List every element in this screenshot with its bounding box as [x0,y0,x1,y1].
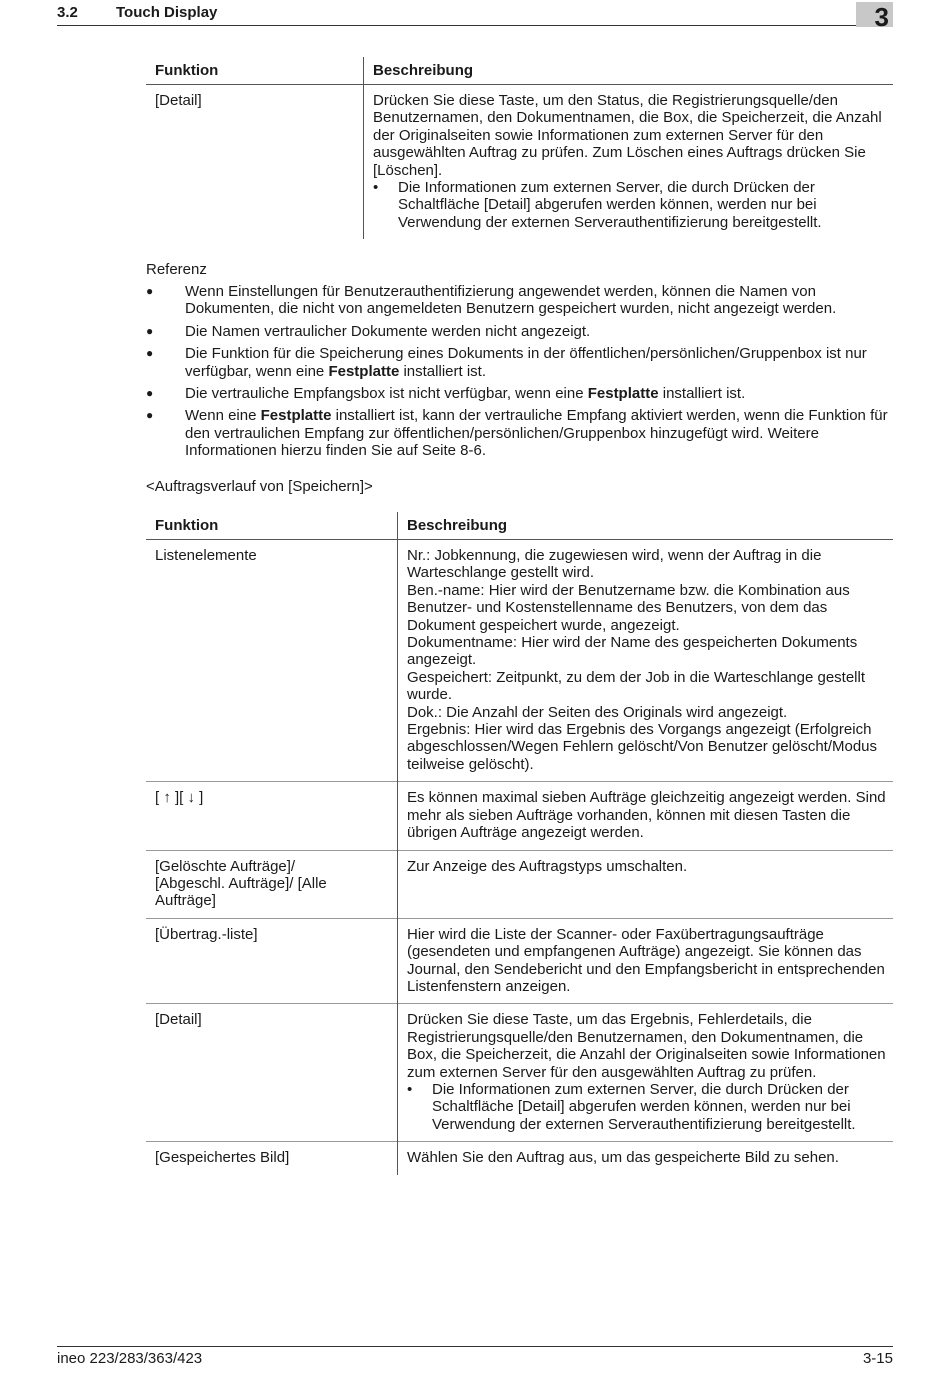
description-line: Hier wird die Liste der Scanner- oder Faxübertragungsaufträge (gesendeten und empfangenen Aufträge) angezeigt. Sie können das Journal, den Sendebericht und den Empfangsbericht in entsprechenden Listenfenstern anzeigen. [407,925,885,995]
section-caption: <Auftragsverlauf von [Speichern]> [146,478,373,495]
table-row [146,1004,893,1142]
header-rule [57,25,857,26]
description-cell [398,782,894,850]
note-text: Die Informationen zum externen Server, die durch Drücken der Schaltfläche [Detail] abgerufen werden können, werden nur bei Verwendung der externen Serverauthentifizierung bereitgestellt. [432,1080,856,1133]
footer-model: ineo 223/283/363/423 [57,1350,203,1367]
list-item: ● Die Namen vertraulicher Dokumente werden nicht angezeigt. [146,322,591,340]
description-line: Ergebnis: Hier wird das Ergebnis des Vorgangs angezeigt (Erfolgreich abgeschlossen/Wegen Fehlern gelöscht/Von Benutzer gelöscht/Modus teilweise gelöscht). [407,721,878,773]
table-row [146,540,893,782]
description-cell [398,1142,894,1175]
description-line: Es können maximal sieben Aufträge gleichzeitig angezeigt werden. Sind mehr als sieben Aufträge vorhanden, können mit diesen Tasten die übrigen Aufträge angezeigt werden. [407,789,886,842]
description-line: Dokumentname: Hier wird der Name des gespeicherten Dokuments angezeigt. [407,634,858,669]
function-table-detail [146,57,893,239]
footer-page-number: 3-15 [862,1350,893,1367]
column-header-description: Beschreibung [364,57,894,85]
table-row [146,918,893,1004]
function-cell: [Übertrag.-liste] [155,925,258,943]
column-header-function: Funktion [155,62,219,79]
column-header-function: Funktion [155,517,219,534]
description-cell [364,85,894,240]
description-cell [398,1004,894,1142]
description-line: Ben.-name: Hier wird der Benutzername bzw. die Kombination aus Benutzer- und Kostenstellenname des Benutzers, von dem das Dokument gespeichert wurde, angezeigt. [407,581,850,634]
list-item: ● Die vertrauliche Empfangsbox ist nicht verfügbar, wenn eine Festplatte installiert ist. [146,385,746,403]
description-cell [398,850,894,918]
description-line: Gespeichert: Zeitpunkt, zu dem der Job in die Warteschlange gestellt wurde. [407,668,866,704]
note-bullet: • Die Informationen zum externen Server, die durch Drücken der Schaltfläche [Detail] abgerufen werden können, werden nur bei Verwendung der externen Serverauthentifizierung bereitgestellt. [407,1080,856,1133]
table-row [146,1142,893,1175]
description-cell [398,918,894,1004]
description-line: Nr.: Jobkennung, die zugewiesen wird, wenn der Auftrag in die Warteschlange gestellt wird. [407,547,822,582]
footer-rule [57,1346,893,1347]
reference-list [146,283,896,465]
table-row [146,850,893,918]
column-header-description: Beschreibung [398,512,894,540]
function-cell: [Detail] [155,92,202,109]
section-number: 3.2 [57,4,78,21]
list-item: ● Die Funktion für die Speicherung eines Dokuments in der öffentlichen/persönlichen/Gruppenbox ist nur verfügbar, wenn eine Festplatte installiert ist. [146,345,867,380]
description-line: Zur Anzeige des Auftragstyps umschalten. [407,857,688,875]
table-header-row [146,512,893,540]
chapter-tab: 3 [856,2,893,27]
function-cell: Listenelemente [155,547,257,564]
function-cell: [Gespeichertes Bild] [155,1149,290,1167]
section-title: Touch Display [116,4,218,21]
function-cell: [ ↑ ][ ↓ ] [155,789,204,807]
description-cell [398,540,894,782]
function-cell: [Detail] [155,1011,202,1029]
description-line: Drücken Sie diese Taste, um das Ergebnis, Fehlerdetails, die Registrierungsquelle/den Benutzernamen, den Dokumentnamen, die Box, die Speicherzeit, die Anzahl der Originalseiten sowie Informationen zum externen Server für den ausgewählten Auftrag zu prüfen. [407,1011,886,1081]
table-row [146,85,893,240]
note-bullet: • Die Informationen zum externen Server, die durch Drücken der Schaltfläche [Detail] abgerufen werden können, werden nur bei Verwendung der externen Serverauthentifizierung bereitgestellt. [373,179,822,231]
reference-label: Referenz [146,261,207,278]
description-line: Dok.: Die Anzahl der Seiten des Originals wird angezeigt. [407,703,788,721]
function-cell: [Gelöschte Aufträge]/ [Abgeschl. Aufträge]/ [Alle Aufträge] [155,857,327,910]
table-header-row [146,57,893,85]
list-item: ● Wenn Einstellungen für Benutzerauthentifizierung angewendet werden, können die Namen von Dokumenten, die nicht von angemeldeten Benutzern gespeichert wurden, nicht angezeigt werden. [146,283,837,318]
table-row [146,782,893,850]
function-table-job-history [146,512,893,1175]
description-text: Drücken Sie diese Taste, um den Status, die Registrierungsquelle/den Benutzernamen, den Dokumentnamen, die Box, die Speicherzeit, die Anzahl der Originalseiten sowie Informationen zum externen Server für den ausgewählten Auftrag zu prüfen. Zum Löschen eines Auftrags drücken Sie [Löschen]. [373,92,882,179]
note-text: Die Informationen zum externen Server, die durch Drücken der Schaltfläche [Detail] abgerufen werden können, werden nur bei Verwendung der externen Serverauthentifizierung bereitgestellt. [398,179,822,231]
list-item: ● Wenn eine Festplatte installiert ist, kann der vertrauliche Empfang aktiviert werden, wenn die Funktion für den vertraulichen Empfang zur öffentlichen/persönlichen/Gruppenbox hinzugefügt wird. Weitere Informationen hierzu finden Sie auf Seite 8-6. [146,407,888,460]
description-line: Wählen Sie den Auftrag aus, um das gespeicherte Bild zu sehen. [407,1149,839,1167]
